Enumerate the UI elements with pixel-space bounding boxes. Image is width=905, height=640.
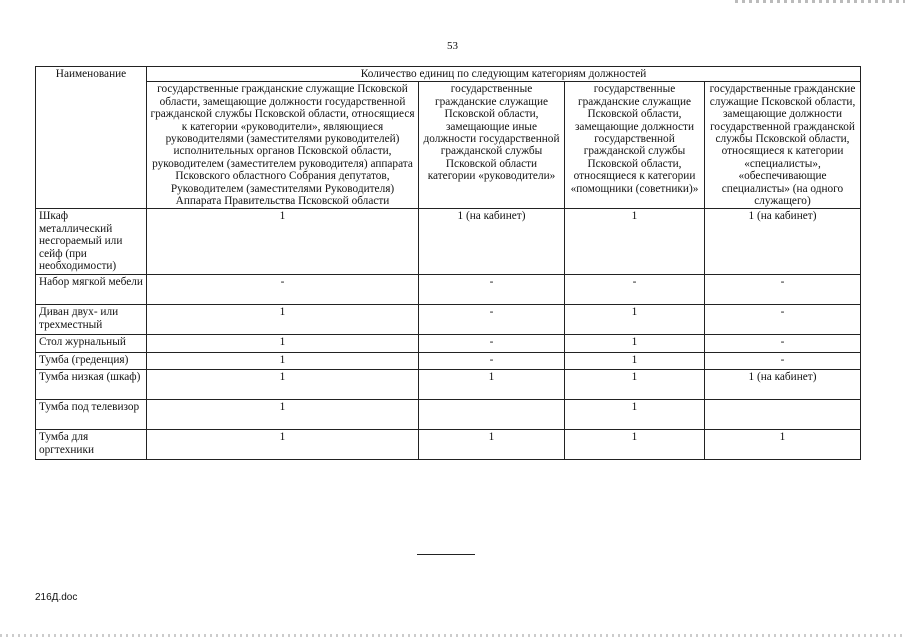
row-value xyxy=(705,400,861,430)
row-value xyxy=(419,400,565,430)
row-name: Тумба (греденция) xyxy=(36,353,147,370)
row-value: 1 xyxy=(419,430,565,460)
row-name: Шкаф металлический несгораемый или сейф (при необходимости) xyxy=(36,209,147,275)
row-value: 1 xyxy=(147,400,419,430)
category-header: государственные гражданские служащие Псковской области, замещающие должности государственной гражданской службы Псковской области, относящиеся к категории «специалисты», «обеспечивающие специалисты» (на одного служащего) xyxy=(705,82,861,209)
row-value: 1 xyxy=(147,353,419,370)
row-value: 1 (на кабинет) xyxy=(705,209,861,275)
row-value: - xyxy=(419,275,565,305)
table-row xyxy=(36,305,861,335)
row-value: - xyxy=(705,335,861,353)
row-value: 1 xyxy=(147,305,419,335)
row-value: 1 xyxy=(147,430,419,460)
row-name: Стол журнальный xyxy=(36,335,147,353)
row-value: 1 xyxy=(565,370,705,400)
row-name: Диван двух- или трехместный xyxy=(36,305,147,335)
scan-artifact-top xyxy=(735,0,905,3)
row-value: - xyxy=(705,275,861,305)
row-value: 1 (на кабинет) xyxy=(419,209,565,275)
table-row xyxy=(36,370,861,400)
document-filename: 216Д.doc xyxy=(35,592,78,603)
row-value: - xyxy=(705,305,861,335)
scan-artifact-bottom xyxy=(0,634,905,637)
header-name-cell: Наименование xyxy=(36,67,147,209)
header-quantity-cell: Количество единиц по следующим категориям должностей xyxy=(147,67,861,82)
category-header: государственные гражданские служащие Псковской области, замещающие должности государственной гражданской службы Псковской области, относящиеся к категории «руководители», являющиеся руководителями (заместителями руководителей) исполнительных органов Псковской области, руководителем (заместителем руководителя) аппарата Псковского областного Собрания депутатов, Руководителем (заместителями Руководителя) Аппарата Правительства Псковской области xyxy=(147,82,419,209)
footnote-separator xyxy=(417,554,475,555)
row-value: 1 xyxy=(147,335,419,353)
row-value: 1 xyxy=(565,430,705,460)
row-name: Тумба под телевизор xyxy=(36,400,147,430)
row-name: Тумба низкая (шкаф) xyxy=(36,370,147,400)
category-header: государственные гражданские служащие Псковской области, замещающие должности государственной гражданской службы Псковской области, относящиеся к категории «помощники (советники)» xyxy=(565,82,705,209)
row-name: Набор мягкой мебели xyxy=(36,275,147,305)
table-row xyxy=(36,275,861,305)
row-value: 1 xyxy=(705,430,861,460)
table-row xyxy=(36,209,861,275)
row-value: - xyxy=(419,305,565,335)
table-row xyxy=(36,400,861,430)
row-value: - xyxy=(419,335,565,353)
header-row-2 xyxy=(36,82,861,209)
page-number: 53 xyxy=(447,40,458,52)
row-value: - xyxy=(705,353,861,370)
category-header: государственные гражданские служащие Псковской области, замещающие иные должности государственной гражданской службы Псковской области категории «руководители» xyxy=(419,82,565,209)
row-value: - xyxy=(147,275,419,305)
row-value: 1 (на кабинет) xyxy=(705,370,861,400)
row-value: 1 xyxy=(565,335,705,353)
row-value: 1 xyxy=(147,370,419,400)
row-name: Тумба для оргтехники xyxy=(36,430,147,460)
row-value: - xyxy=(419,353,565,370)
table-row xyxy=(36,353,861,370)
row-value: 1 xyxy=(147,209,419,275)
row-value: 1 xyxy=(419,370,565,400)
header-row-1 xyxy=(36,67,861,82)
furniture-norms-table xyxy=(35,66,861,460)
table-row xyxy=(36,430,861,460)
row-value: - xyxy=(565,275,705,305)
table-row xyxy=(36,335,861,353)
row-value: 1 xyxy=(565,353,705,370)
row-value: 1 xyxy=(565,209,705,275)
row-value: 1 xyxy=(565,400,705,430)
row-value: 1 xyxy=(565,305,705,335)
